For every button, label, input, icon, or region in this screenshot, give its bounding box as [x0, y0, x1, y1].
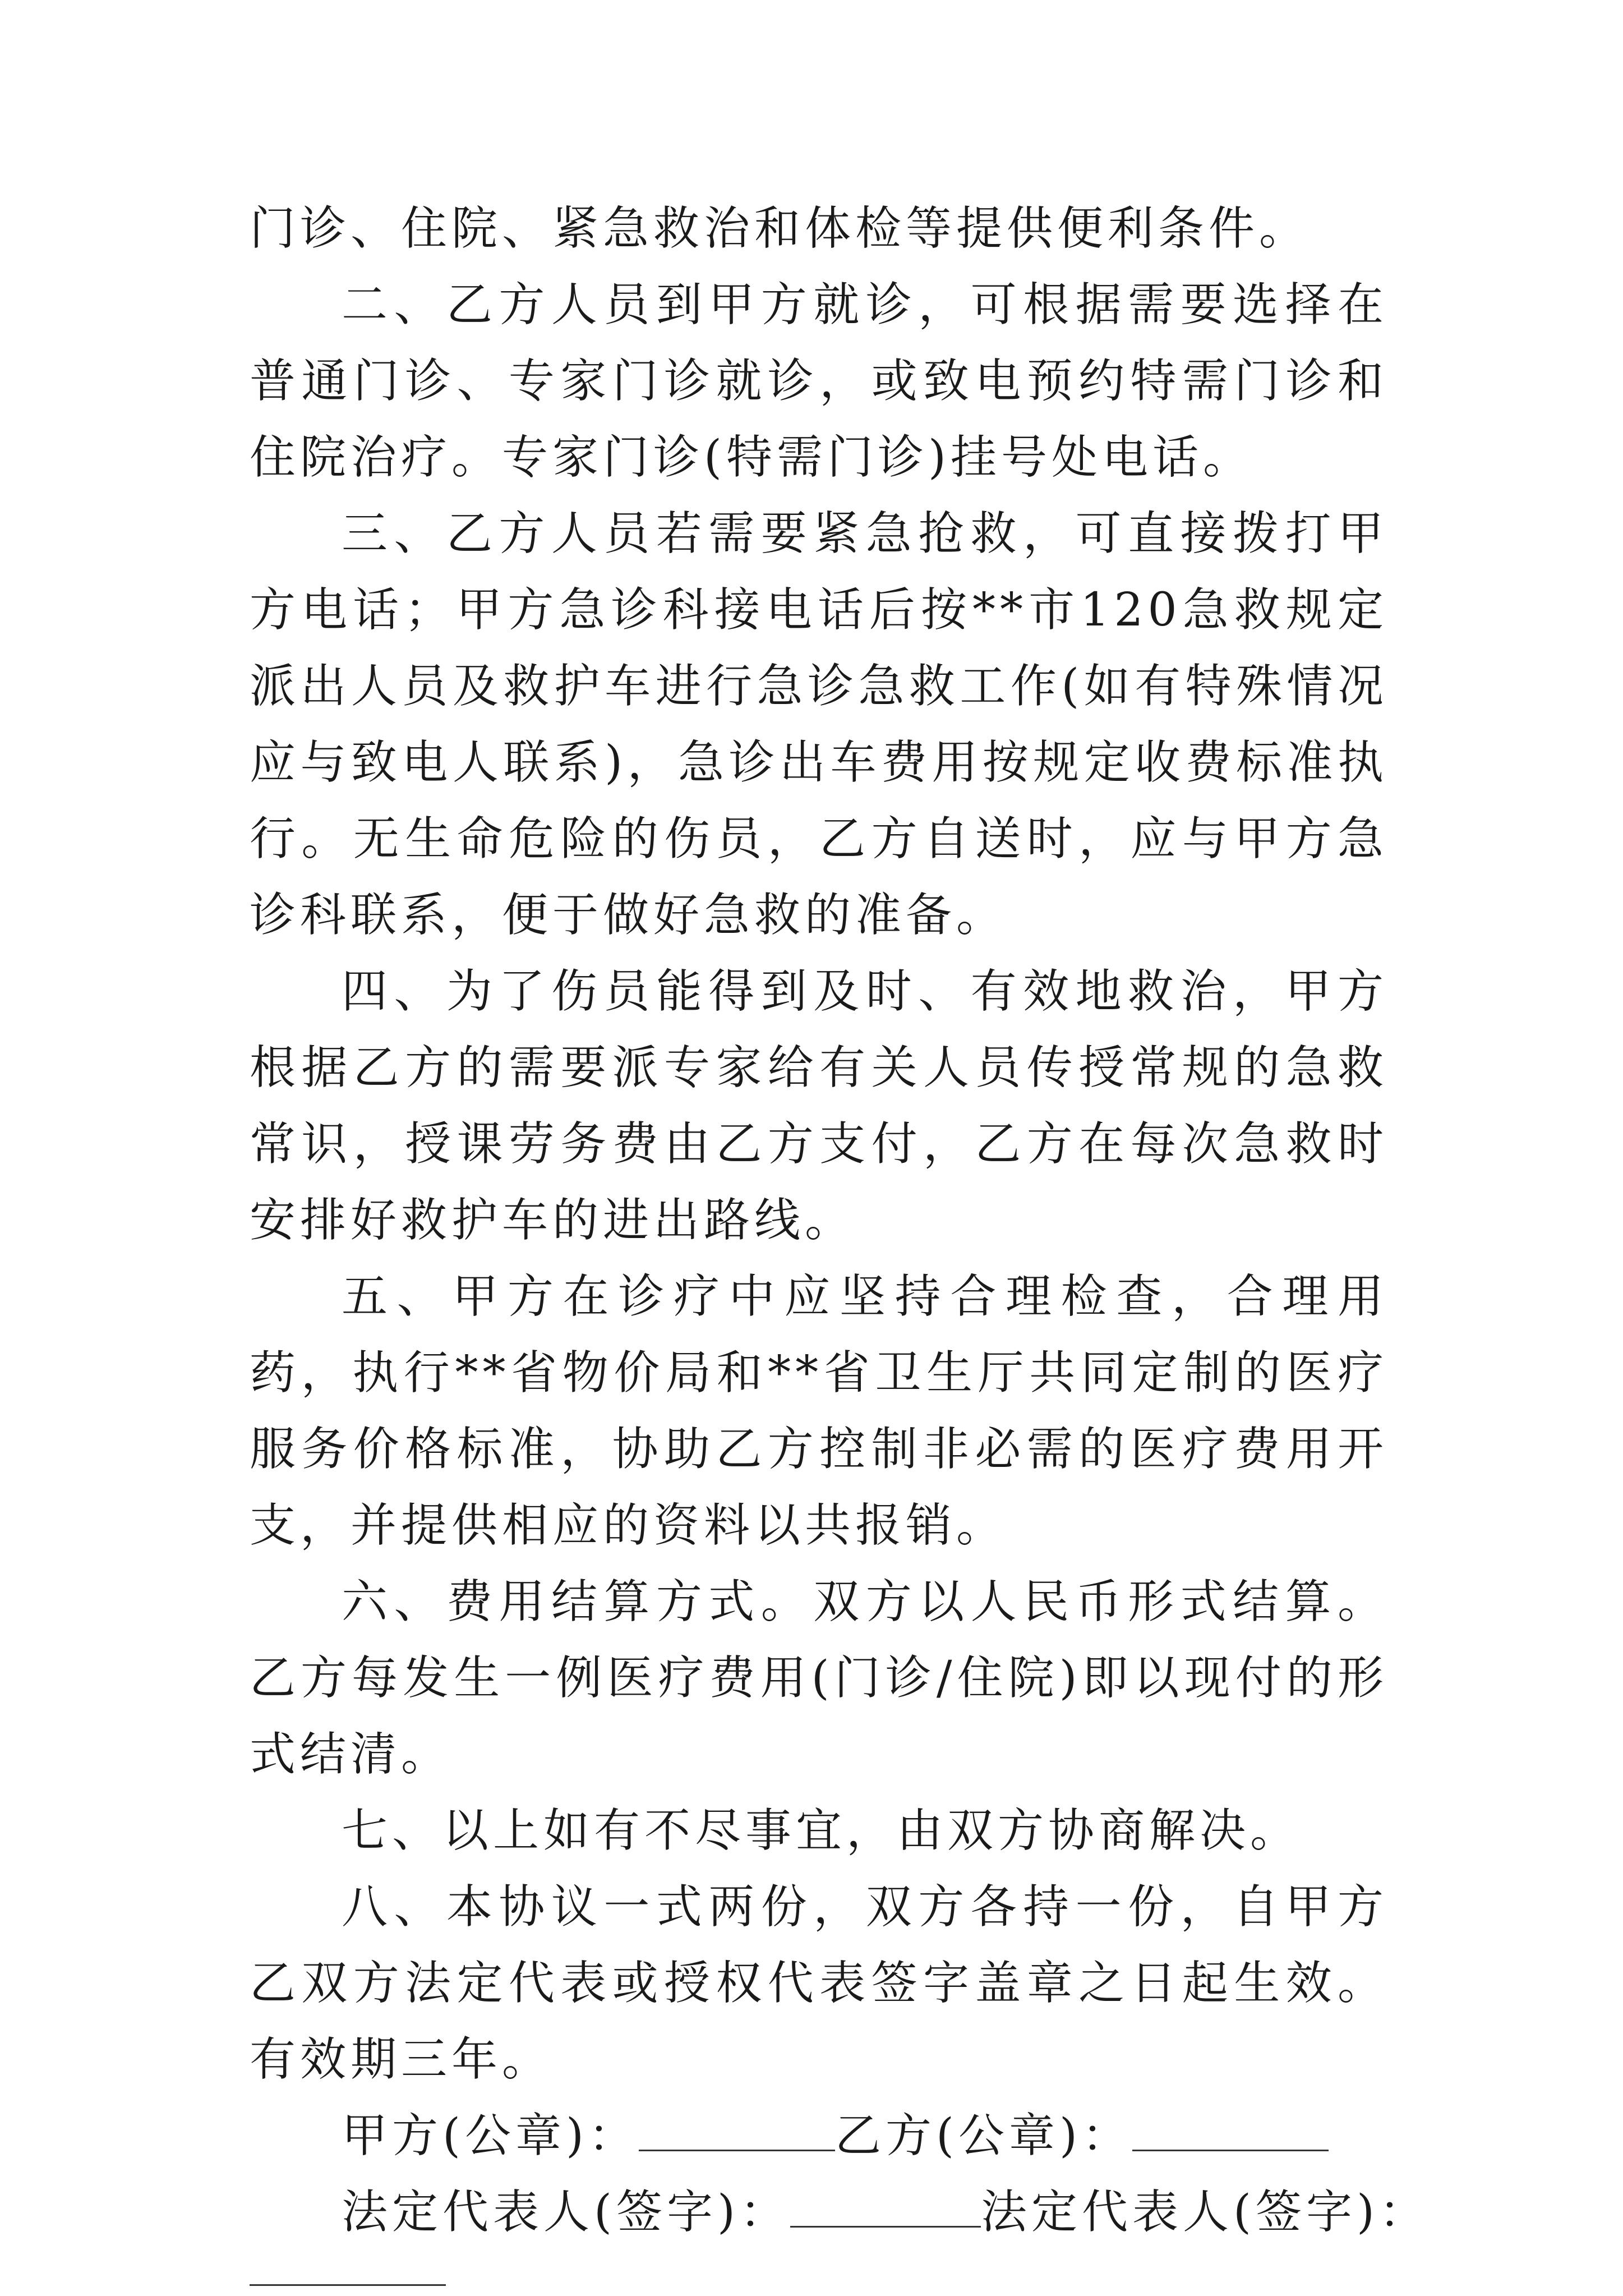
clause-3: 三、乙方人员若需要紧急抢救，可直接拨打甲方电话；甲方急诊科接电话后按**市120急救规定派出人员及救护车进行急诊急救工作(如有特殊情况应与致电人联系)，急诊出车费用按规定收费标准执行。无生命危险的伤员，乙方自送时，应与甲方急诊科联系，便于做好急救的准备。 [250, 507, 1388, 942]
party-a-rep-label: 法定代表人(签字)： [342, 2185, 790, 2239]
clause-6: 六、费用结算方式。双方以人民币形式结算。乙方每发生一例医疗费用(门诊/住院)即以现付的形式结清。 [250, 1575, 1388, 1781]
party-a-seal-blank [639, 2110, 835, 2151]
party-b-seal-label: 乙方(公章)： [834, 2109, 1132, 2162]
clause-4: 四、为了伤员能得到及时、有效地救治，甲方根据乙方的需要派专家给有关人员传授常规的急救常识，授课劳务费由乙方支付，乙方在每次急救时安排好救护车的进出路线。 [250, 965, 1388, 1247]
clause-8: 八、本协议一式两份，双方各持一份，自甲方乙双方法定代表或授权代表签字盖章之日起生效。有效期三年。 [250, 1880, 1388, 2086]
seal-line [250, 2098, 1388, 2174]
party-a-seal-label: 甲方(公章)： [342, 2109, 639, 2162]
clause-7: 七、以上如有不尽事宜，由双方协商解决。 [342, 1804, 1301, 1857]
party-b-rep-blank [250, 2251, 446, 2286]
document-page [250, 191, 1430, 2286]
representative-line [250, 2174, 1430, 2251]
paragraph-continuation: 门诊、住院、紧急救治和体检等提供便利条件。 [250, 202, 1310, 255]
clause-5: 五、甲方在诊疗中应坚持合理检查，合理用药，执行**省物价局和**省卫生厅共同定制的医疗服务价格标准，协助乙方控制非必需的医疗费用开支，并提供相应的资料以共报销。 [250, 1270, 1388, 1552]
party-b-rep-label: 法定代表人(签字)： [980, 2185, 1430, 2239]
clause-2: 二、乙方人员到甲方就诊，可根据需要选择在普通门诊、专家门诊就诊，或致电预约特需门诊和住院治疗。专家门诊(特需门诊)挂号处电话。 [250, 278, 1388, 484]
party-b-seal-blank [1132, 2110, 1329, 2151]
party-a-rep-blank [790, 2187, 981, 2228]
